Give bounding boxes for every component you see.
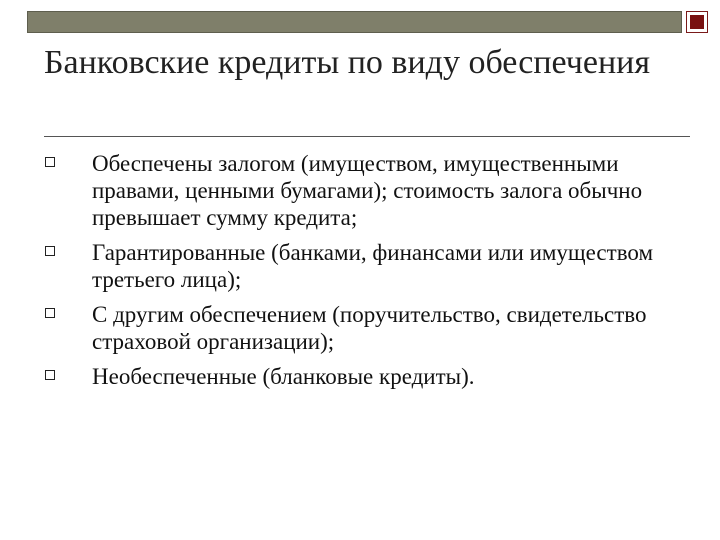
title-divider xyxy=(44,136,690,137)
bullet-list xyxy=(0,150,720,398)
bullet-text: Гарантированные (банками, финансами или имуществом третьего лица); xyxy=(92,240,654,292)
bullet-square-icon xyxy=(45,157,55,167)
list-item xyxy=(0,150,720,231)
bullet-square-icon xyxy=(45,308,55,318)
bullet-text: Обеспечены залогом (имуществом, имущественными правами, ценными бумагами); стоимость залога обычно превышает сумму кредита; xyxy=(92,151,643,230)
bullet-square-icon xyxy=(45,246,55,256)
list-item xyxy=(0,363,720,390)
bullet-text: С другим обеспечением (поручительство, свидетельство страховой организации); xyxy=(92,302,647,354)
bullet-text: Необеспеченные (бланковые кредиты). xyxy=(92,364,475,389)
bullet-square-icon xyxy=(45,370,55,380)
slide-title: Банковские кредиты по виду обеспечения xyxy=(44,44,650,81)
list-item xyxy=(0,239,720,293)
list-item xyxy=(0,301,720,355)
corner-square-fill xyxy=(690,15,704,29)
header-bar xyxy=(27,11,682,33)
corner-square-icon xyxy=(686,11,708,33)
